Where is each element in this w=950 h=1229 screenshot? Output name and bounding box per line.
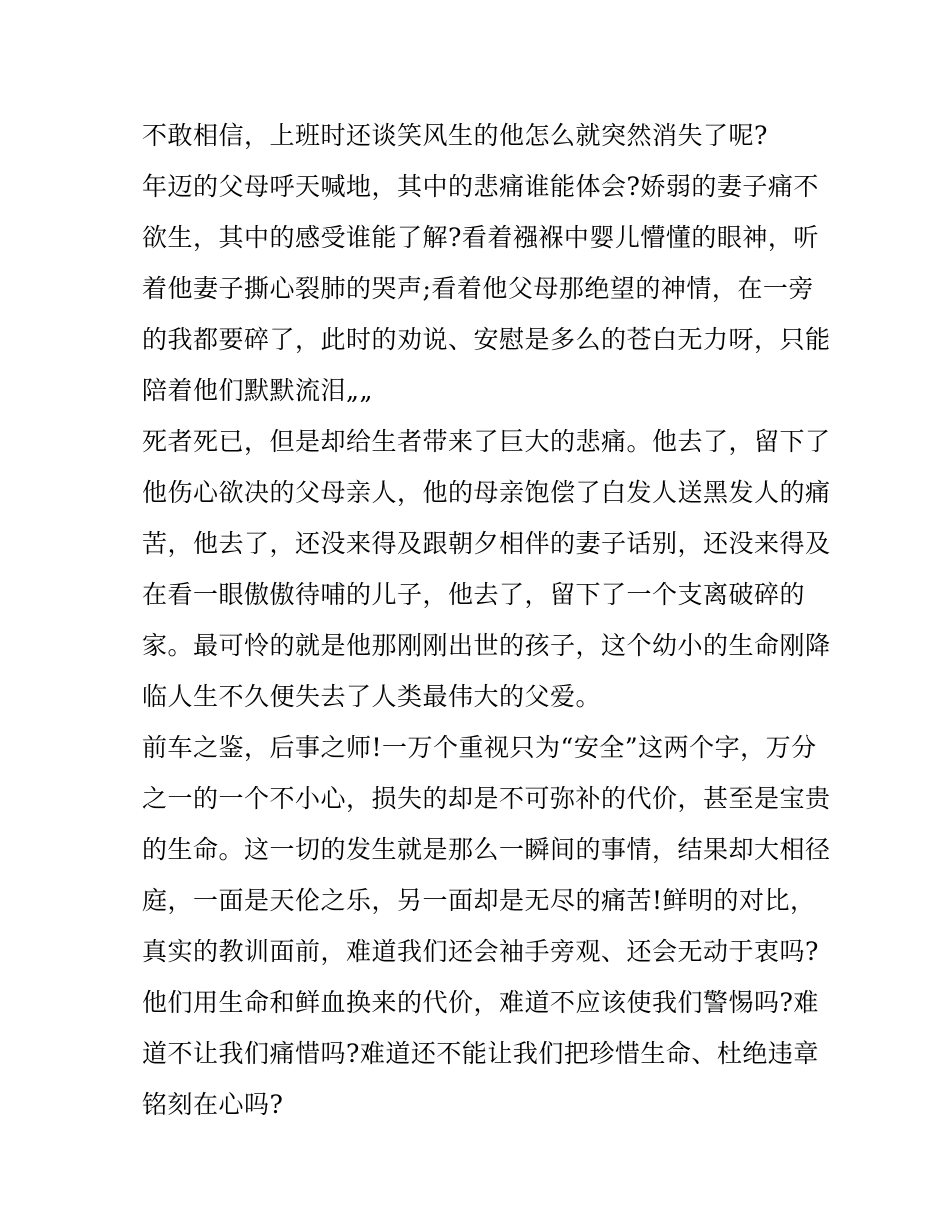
text-line: 在看一眼傲傲待哺的儿子，他去了，留下了一个支离破碎的 bbox=[142, 580, 806, 609]
text-line: 苦，他去了，还没来得及跟朝夕相伴的妻子话别，还没来得及 bbox=[142, 529, 831, 558]
text-line: 临人生不久便失去了人类最伟大的父爱。 bbox=[142, 682, 602, 711]
text-line: 家。最可怜的就是他那刚刚出世的孩子，这个幼小的生命刚降 bbox=[142, 631, 831, 660]
text-line: 着他妻子撕心裂肺的哭声;看着他父母那绝望的神情，在一旁 bbox=[142, 274, 814, 303]
text-line: 铭刻在心吗? bbox=[142, 1090, 284, 1119]
body-text bbox=[142, 110, 831, 1130]
text-line: 他们用生命和鲜血换来的代价，难道不应该使我们警惕吗?难 bbox=[142, 988, 819, 1017]
text-line: 死者死已，但是却给生者带来了巨大的悲痛。他去了，留下了 bbox=[142, 427, 831, 456]
text-line: 陪着他们默默流泪„„ bbox=[142, 376, 373, 405]
text-line: 不敢相信，上班时还谈笑风生的他怎么就突然消失了呢? bbox=[142, 121, 768, 150]
text-line: 年迈的父母呼天喊地，其中的悲痛谁能体会?娇弱的妻子痛不 bbox=[142, 172, 819, 201]
text-line: 的生命。这一切的发生就是那么一瞬间的事情，结果却大相径 bbox=[142, 835, 831, 864]
text-line: 欲生，其中的感受谁能了解?看着襁褓中婴儿懵懂的眼神，听 bbox=[142, 223, 819, 252]
text-line: 前车之鉴，后事之师!一万个重视只为“安全”这两个字，万分 bbox=[142, 733, 817, 762]
text-line: 他伤心欲决的父母亲人，他的母亲饱偿了白发人送黑发人的痛 bbox=[142, 478, 831, 507]
text-line: 的我都要碎了，此时的劝说、安慰是多么的苍白无力呀，只能 bbox=[142, 325, 831, 354]
text-line: 之一的一个不小心，损失的却是不可弥补的代价，甚至是宝贵 bbox=[142, 784, 831, 813]
text-line: 真实的教训面前，难道我们还会袖手旁观、还会无动于衷吗? bbox=[142, 937, 819, 966]
text-line: 道不让我们痛惜吗?难道还不能让我们把珍惜生命、杜绝违章 bbox=[142, 1039, 819, 1068]
text-line: 庭，一面是天伦之乐，另一面却是无尽的痛苦!鲜明的对比， bbox=[142, 886, 816, 915]
